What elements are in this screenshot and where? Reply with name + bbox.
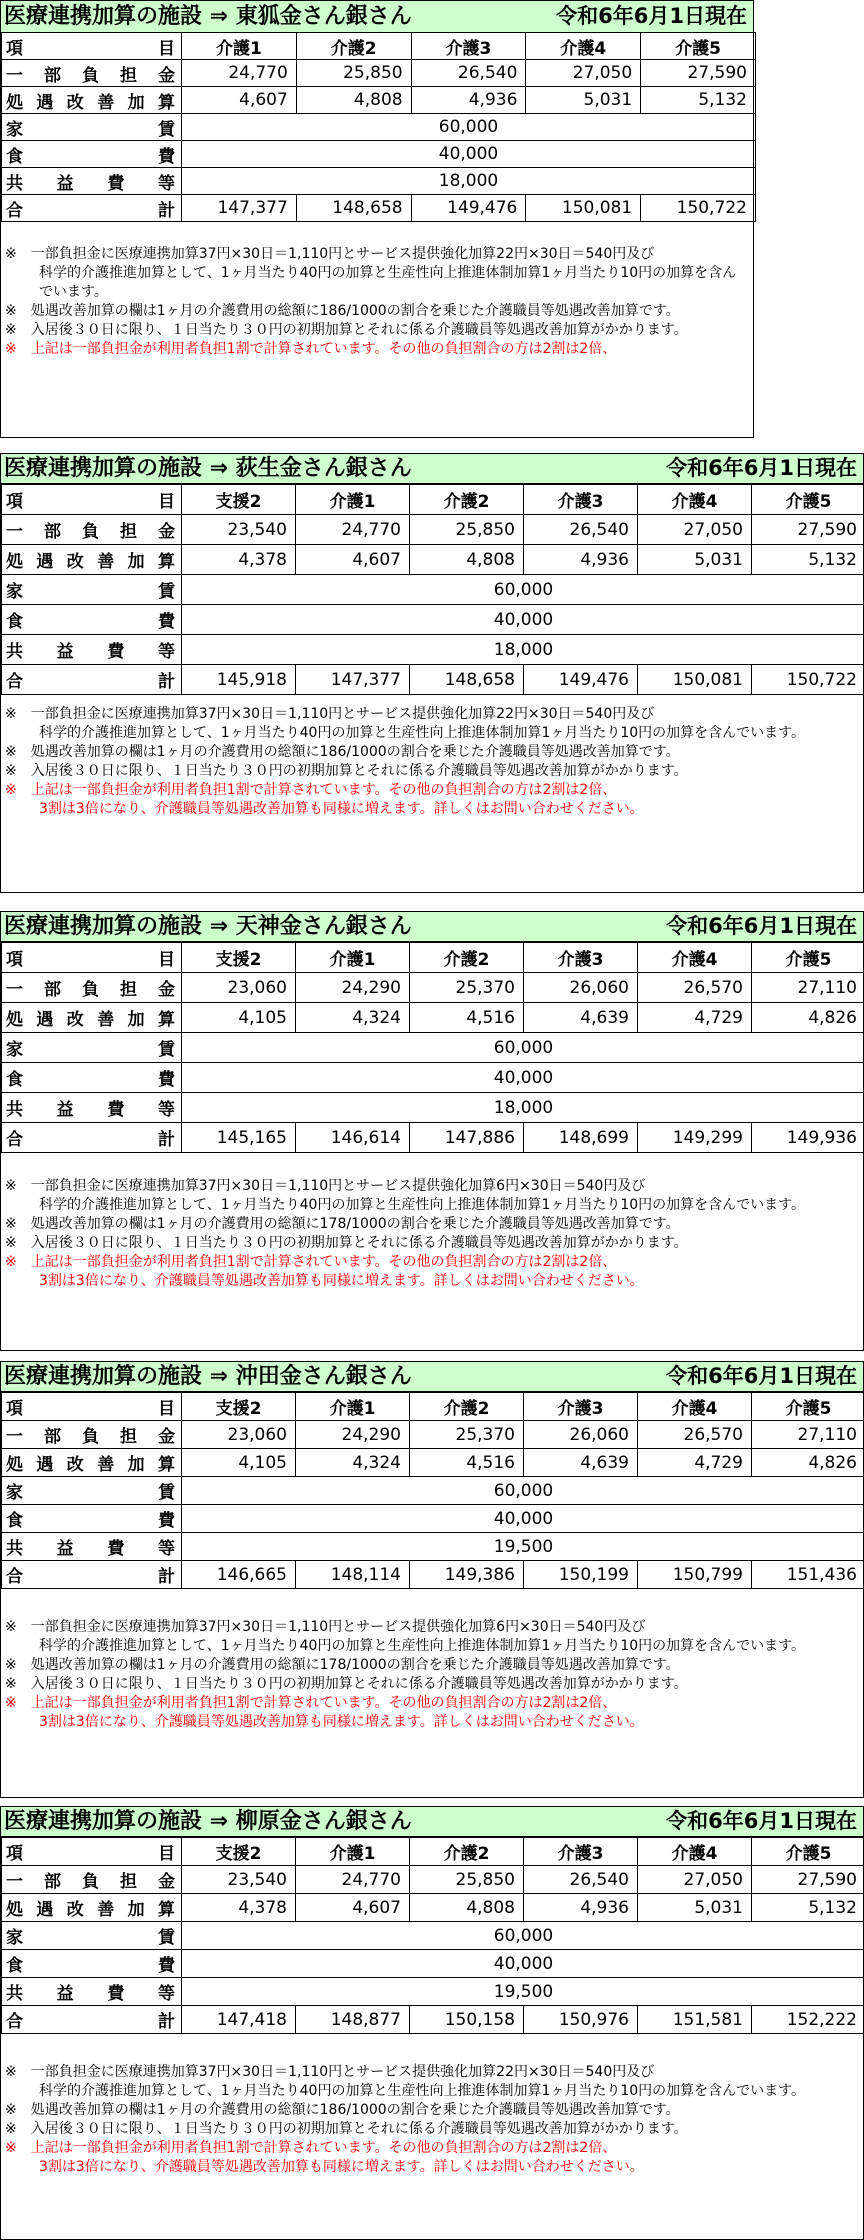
row-label: 処遇改善加算 — [2, 1449, 182, 1477]
row-label: 合 計 — [2, 2006, 182, 2034]
effective-date: 令和6年6月1日現在 — [666, 456, 857, 480]
table-cell: 4,516 — [410, 1003, 524, 1033]
table-cell: 147,418 — [182, 2006, 296, 2034]
table-cell: 26,540 — [524, 515, 638, 545]
column-header: 介護4 — [638, 1393, 752, 1421]
burden-row — [2, 515, 864, 545]
row-label: 共 益 費 等 — [2, 1978, 182, 2006]
table-cell: 150,722 — [641, 195, 756, 222]
table-cell: 27,110 — [752, 973, 864, 1003]
table-cell: 4,607 — [182, 87, 297, 114]
column-header: 介護3 — [524, 1838, 638, 1866]
column-header: 介護3 — [411, 33, 526, 60]
row-label: 合 計 — [2, 1123, 182, 1153]
column-header: 支援2 — [182, 943, 296, 973]
table-cell: 150,199 — [524, 1561, 638, 1589]
facility-section — [0, 911, 864, 1351]
note-line: 科学的介護推進加算として、1ヶ月当たり40円の加算と生産性向上推進体制加算1ヶ月当たり10円の加算を含んでいます。 — [39, 1638, 806, 1654]
table-cell: 18,000 — [182, 635, 864, 665]
table-cell: 26,570 — [638, 973, 752, 1003]
table-cell: 4,936 — [524, 545, 638, 575]
column-header: 介護4 — [638, 485, 752, 515]
notes — [1, 1177, 863, 1291]
table-cell: 4,324 — [296, 1449, 410, 1477]
column-header: 介護2 — [410, 485, 524, 515]
food-row — [2, 1950, 864, 1978]
note-line: ※ 一部負担金に医療連携加算37円×30日＝1,110円とサービス提供強化加算6円×30日＝540円及び — [5, 1619, 646, 1635]
column-header: 介護5 — [641, 33, 756, 60]
table-cell: 4,639 — [524, 1449, 638, 1477]
facility-banner — [1, 912, 863, 942]
table-cell: 4,729 — [638, 1449, 752, 1477]
table-cell: 147,377 — [296, 665, 410, 695]
rent-row — [2, 1477, 864, 1505]
row-label: 食 費 — [2, 1505, 182, 1533]
table-cell: 149,476 — [411, 195, 526, 222]
rent-row — [2, 114, 756, 141]
note-line: ※ 一部負担金に医療連携加算37円×30日＝1,110円とサービス提供強化加算22円×30日＝540円及び — [5, 246, 655, 262]
row-label: 共 益 費 等 — [2, 1533, 182, 1561]
column-header: 介護1 — [296, 485, 410, 515]
total-row — [2, 1561, 864, 1589]
row-label: 項 目 — [2, 943, 182, 973]
note-line: ※ 処遇改善加算の欄は1ヶ月の介護費用の総額に186/1000の割合を乗じた介護職員等処遇改善加算です。 — [5, 2102, 680, 2118]
note-line: ※ 入居後３０日に限り、１日当たり３０円の初期加算とそれに係る介護職員等処遇改善加算がかかります。 — [5, 322, 688, 338]
table-cell: 149,299 — [638, 1123, 752, 1153]
table-cell: 24,770 — [296, 515, 410, 545]
table-cell: 4,936 — [524, 1894, 638, 1922]
table-cell: 27,050 — [526, 60, 641, 87]
header-row — [2, 943, 864, 973]
table-cell: 23,060 — [182, 973, 296, 1003]
column-header: 介護2 — [410, 1393, 524, 1421]
burden-row — [2, 973, 864, 1003]
effective-date: 令和6年6月1日現在 — [556, 4, 747, 28]
table-cell: 4,324 — [296, 1003, 410, 1033]
table-cell: 27,050 — [638, 1866, 752, 1894]
notes — [1, 705, 863, 819]
table-cell: 4,808 — [410, 545, 524, 575]
header-row — [2, 1393, 864, 1421]
column-header: 介護4 — [638, 943, 752, 973]
table-cell: 150,722 — [752, 665, 864, 695]
table-cell: 60,000 — [182, 1477, 864, 1505]
row-label: 合 計 — [2, 195, 182, 222]
row-label: 処遇改善加算 — [2, 87, 182, 114]
food-row — [2, 605, 864, 635]
note-line: 3割は3倍になり、介護職員等処遇改善加算も同様に増えます。詳しくはお問い合わせください。 — [39, 1273, 644, 1289]
note-line: ※ 上記は一部負担金が利用者負担1割で計算されています。その他の負担割合の方は2割は2倍、 — [5, 1254, 617, 1270]
row-label: 家 賃 — [2, 114, 182, 141]
table-cell: 60,000 — [182, 1922, 864, 1950]
price-table — [1, 942, 864, 1153]
column-header: 介護5 — [752, 1838, 864, 1866]
table-cell: 4,378 — [182, 1894, 296, 1922]
food-row — [2, 141, 756, 168]
table-cell: 25,370 — [410, 973, 524, 1003]
table-cell: 4,105 — [182, 1003, 296, 1033]
row-label: 一部負担金 — [2, 60, 182, 87]
note-line: ※ 入居後３０日に限り、１日当たり３０円の初期加算とそれに係る介護職員等処遇改善加算がかかります。 — [5, 1235, 688, 1251]
table-cell: 148,658 — [296, 195, 411, 222]
column-header: 介護1 — [182, 33, 297, 60]
rent-row — [2, 575, 864, 605]
note-line: 科学的介護推進加算として、1ヶ月当たり40円の加算と生産性向上推進体制加算1ヶ月当たり10円の加算を含んでいます。 — [39, 725, 806, 741]
improvement-row — [2, 1894, 864, 1922]
table-cell: 4,826 — [752, 1449, 864, 1477]
note-line: 3割は3倍になり、介護職員等処遇改善加算も同様に増えます。詳しくはお問い合わせください。 — [39, 2159, 644, 2175]
table-cell: 27,590 — [752, 1866, 864, 1894]
table-cell: 26,540 — [411, 60, 526, 87]
price-table — [1, 1837, 864, 2034]
note-line: 科学的介護推進加算として、1ヶ月当たり40円の加算と生産性向上推進体制加算1ヶ月当たり10円の加算を含んでいます。 — [39, 265, 737, 300]
facility-banner — [1, 1, 753, 33]
table-cell: 5,031 — [526, 87, 641, 114]
table-cell: 40,000 — [182, 1063, 864, 1093]
table-cell: 27,110 — [752, 1421, 864, 1449]
facility-section — [0, 1361, 864, 1798]
table-cell: 25,370 — [410, 1421, 524, 1449]
table-cell: 152,222 — [752, 2006, 864, 2034]
column-header: 介護4 — [526, 33, 641, 60]
facility-banner — [1, 1362, 863, 1392]
table-cell: 27,590 — [752, 515, 864, 545]
table-cell: 150,081 — [638, 665, 752, 695]
row-label: 処遇改善加算 — [2, 1894, 182, 1922]
table-cell: 60,000 — [182, 1033, 864, 1063]
total-row — [2, 1123, 864, 1153]
table-cell: 4,936 — [411, 87, 526, 114]
row-label: 一部負担金 — [2, 1421, 182, 1449]
facility-section — [0, 0, 754, 438]
note-line: ※ 上記は一部負担金が利用者負担1割で計算されています。その他の負担割合の方は2割は2倍、 — [5, 1695, 617, 1711]
table-cell: 148,658 — [410, 665, 524, 695]
row-label: 項 目 — [2, 1393, 182, 1421]
table-cell: 18,000 — [182, 1093, 864, 1123]
row-label: 食 費 — [2, 1950, 182, 1978]
header-row — [2, 1838, 864, 1866]
price-table — [1, 1392, 864, 1589]
row-label: 共 益 費 等 — [2, 635, 182, 665]
table-cell: 146,614 — [296, 1123, 410, 1153]
total-row — [2, 665, 864, 695]
note-line: ※ 上記は一部負担金が利用者負担1割で計算されています。その他の負担割合の方は2割は2倍、 — [5, 782, 617, 798]
note-line: ※ 処遇改善加算の欄は1ヶ月の介護費用の総額に178/1000の割合を乗じた介護職員等処遇改善加算です。 — [5, 1216, 680, 1232]
facility-title: 医療連携加算の施設 ⇒ 天神金さん銀さん — [4, 914, 412, 939]
column-header: 支援2 — [182, 1838, 296, 1866]
table-cell: 5,132 — [752, 545, 864, 575]
burden-row — [2, 1866, 864, 1894]
row-label: 一部負担金 — [2, 515, 182, 545]
table-cell: 150,976 — [524, 2006, 638, 2034]
common-fee-row — [2, 1533, 864, 1561]
note-line: 科学的介護推進加算として、1ヶ月当たり40円の加算と生産性向上推進体制加算1ヶ月当たり10円の加算を含んでいます。 — [39, 1197, 806, 1213]
row-label: 食 費 — [2, 1063, 182, 1093]
column-header: 介護1 — [296, 1838, 410, 1866]
table-cell: 5,132 — [752, 1894, 864, 1922]
table-cell: 25,850 — [410, 515, 524, 545]
table-cell: 40,000 — [182, 1505, 864, 1533]
row-label: 家 賃 — [2, 1033, 182, 1063]
facility-section — [0, 453, 864, 893]
improvement-row — [2, 1449, 864, 1477]
note-line: ※ 入居後３０日に限り、１日当たり３０円の初期加算とそれに係る介護職員等処遇改善加算がかかります。 — [5, 2121, 688, 2137]
row-label: 一部負担金 — [2, 1866, 182, 1894]
row-label: 一部負担金 — [2, 973, 182, 1003]
table-cell: 4,808 — [410, 1894, 524, 1922]
total-row — [2, 2006, 864, 2034]
table-cell: 25,850 — [410, 1866, 524, 1894]
table-cell: 5,132 — [641, 87, 756, 114]
table-cell: 26,060 — [524, 1421, 638, 1449]
table-cell: 149,476 — [524, 665, 638, 695]
note-line: ※ 処遇改善加算の欄は1ヶ月の介護費用の総額に186/1000の割合を乗じた介護職員等処遇改善加算です。 — [5, 303, 680, 319]
column-header: 介護5 — [752, 485, 864, 515]
table-cell: 24,770 — [296, 1866, 410, 1894]
facility-banner — [1, 1807, 863, 1837]
effective-date: 令和6年6月1日現在 — [666, 1809, 857, 1833]
table-cell: 146,665 — [182, 1561, 296, 1589]
note-line: ※ 入居後３０日に限り、１日当たり３０円の初期加算とそれに係る介護職員等処遇改善加算がかかります。 — [5, 763, 688, 779]
note-line: ※ 処遇改善加算の欄は1ヶ月の介護費用の総額に178/1000の割合を乗じた介護職員等処遇改善加算です。 — [5, 1657, 680, 1673]
effective-date: 令和6年6月1日現在 — [666, 1364, 857, 1388]
facility-banner — [1, 454, 863, 484]
note-line: ※ 一部負担金に医療連携加算37円×30日＝1,110円とサービス提供強化加算22円×30日＝540円及び — [5, 706, 655, 722]
row-label: 食 費 — [2, 605, 182, 635]
table-cell: 5,031 — [638, 545, 752, 575]
column-header: 介護3 — [524, 1393, 638, 1421]
table-cell: 4,808 — [296, 87, 411, 114]
table-cell: 149,386 — [410, 1561, 524, 1589]
facility-title: 医療連携加算の施設 ⇒ 柳原金さん銀さん — [4, 1809, 412, 1834]
notes — [1, 2063, 863, 2177]
column-header: 介護5 — [752, 1393, 864, 1421]
burden-row — [2, 1421, 864, 1449]
column-header: 支援2 — [182, 485, 296, 515]
column-header: 介護5 — [752, 943, 864, 973]
table-cell: 148,877 — [296, 2006, 410, 2034]
table-cell: 23,540 — [182, 515, 296, 545]
table-cell: 4,378 — [182, 545, 296, 575]
facility-title: 医療連携加算の施設 ⇒ 荻生金さん銀さん — [4, 456, 412, 481]
rent-row — [2, 1033, 864, 1063]
table-cell: 148,699 — [524, 1123, 638, 1153]
table-cell: 40,000 — [182, 1950, 864, 1978]
table-cell: 24,290 — [296, 1421, 410, 1449]
table-cell: 18,000 — [182, 168, 756, 195]
table-cell: 150,081 — [526, 195, 641, 222]
column-header: 介護2 — [410, 1838, 524, 1866]
table-cell: 26,570 — [638, 1421, 752, 1449]
table-cell: 148,114 — [296, 1561, 410, 1589]
note-line: 3割は3倍になり、介護職員等処遇改善加算も同様に増えます。詳しくはお問い合わせください。 — [39, 801, 644, 817]
column-header: 介護2 — [410, 943, 524, 973]
improvement-row — [2, 1003, 864, 1033]
note-line: ※ 一部負担金に医療連携加算37円×30日＝1,110円とサービス提供強化加算6円×30日＝540円及び — [5, 1178, 646, 1194]
note-line: ※ 処遇改善加算の欄は1ヶ月の介護費用の総額に186/1000の割合を乗じた介護職員等処遇改善加算です。 — [5, 744, 680, 760]
table-cell: 145,918 — [182, 665, 296, 695]
table-cell: 25,850 — [296, 60, 411, 87]
notes — [1, 245, 753, 359]
price-table — [1, 32, 756, 222]
table-cell: 151,581 — [638, 2006, 752, 2034]
table-cell: 23,540 — [182, 1866, 296, 1894]
row-label: 共 益 費 等 — [2, 168, 182, 195]
row-label: 食 費 — [2, 141, 182, 168]
improvement-row — [2, 545, 864, 575]
common-fee-row — [2, 1978, 864, 2006]
row-label: 処遇改善加算 — [2, 545, 182, 575]
table-cell: 5,031 — [638, 1894, 752, 1922]
table-cell: 145,165 — [182, 1123, 296, 1153]
improvement-row — [2, 87, 756, 114]
table-cell: 26,540 — [524, 1866, 638, 1894]
table-cell: 147,886 — [410, 1123, 524, 1153]
row-label: 家 賃 — [2, 575, 182, 605]
header-row — [2, 485, 864, 515]
row-label: 家 賃 — [2, 1922, 182, 1950]
note-line: ※ 一部負担金に医療連携加算37円×30日＝1,110円とサービス提供強化加算22円×30日＝540円及び — [5, 2064, 655, 2080]
effective-date: 令和6年6月1日現在 — [666, 914, 857, 938]
table-cell: 4,729 — [638, 1003, 752, 1033]
note-line: ※ 上記は一部負担金が利用者負担1割で計算されています。その他の負担割合の方は2割は2倍、 — [5, 341, 617, 357]
table-cell: 4,607 — [296, 1894, 410, 1922]
table-cell: 149,936 — [752, 1123, 864, 1153]
row-label: 項 目 — [2, 1838, 182, 1866]
column-header: 介護4 — [638, 1838, 752, 1866]
row-label: 家 賃 — [2, 1477, 182, 1505]
note-line: ※ 入居後３０日に限り、１日当たり３０円の初期加算とそれに係る介護職員等処遇改善加算がかかります。 — [5, 1676, 688, 1692]
total-row — [2, 195, 756, 222]
table-cell: 40,000 — [182, 141, 756, 168]
column-header: 介護2 — [296, 33, 411, 60]
table-cell: 26,060 — [524, 973, 638, 1003]
column-header: 介護1 — [296, 943, 410, 973]
row-label: 処遇改善加算 — [2, 1003, 182, 1033]
facility-title: 医療連携加算の施設 ⇒ 沖田金さん銀さん — [4, 1364, 412, 1389]
table-cell: 24,290 — [296, 973, 410, 1003]
note-line: 科学的介護推進加算として、1ヶ月当たり40円の加算と生産性向上推進体制加算1ヶ月当たり10円の加算を含んでいます。 — [39, 2083, 806, 2099]
table-cell: 60,000 — [182, 575, 864, 605]
note-line: ※ 上記は一部負担金が利用者負担1割で計算されています。その他の負担割合の方は2割は2倍、 — [5, 2140, 617, 2156]
table-cell: 4,826 — [752, 1003, 864, 1033]
table-cell: 19,500 — [182, 1978, 864, 2006]
table-cell: 27,050 — [638, 515, 752, 545]
table-cell: 4,516 — [410, 1449, 524, 1477]
notes — [1, 1618, 863, 1732]
note-line: 3割は3倍になり、介護職員等処遇改善加算も同様に増えます。詳しくはお問い合わせください。 — [39, 1714, 644, 1730]
table-cell: 151,436 — [752, 1561, 864, 1589]
table-cell: 23,060 — [182, 1421, 296, 1449]
facility-section — [0, 1806, 864, 2240]
common-fee-row — [2, 635, 864, 665]
row-label: 項 目 — [2, 485, 182, 515]
table-cell: 40,000 — [182, 605, 864, 635]
table-cell: 4,607 — [296, 545, 410, 575]
burden-row — [2, 60, 756, 87]
price-table — [1, 484, 864, 695]
table-cell: 60,000 — [182, 114, 756, 141]
row-label: 項 目 — [2, 33, 182, 60]
row-label: 合 計 — [2, 1561, 182, 1589]
common-fee-row — [2, 1093, 864, 1123]
food-row — [2, 1063, 864, 1093]
row-label: 共 益 費 等 — [2, 1093, 182, 1123]
food-row — [2, 1505, 864, 1533]
table-cell: 4,639 — [524, 1003, 638, 1033]
table-cell: 150,799 — [638, 1561, 752, 1589]
header-row — [2, 33, 756, 60]
rent-row — [2, 1922, 864, 1950]
table-cell: 147,377 — [182, 195, 297, 222]
column-header: 介護1 — [296, 1393, 410, 1421]
column-header: 介護3 — [524, 485, 638, 515]
table-cell: 19,500 — [182, 1533, 864, 1561]
row-label: 合 計 — [2, 665, 182, 695]
common-fee-row — [2, 168, 756, 195]
table-cell: 27,590 — [641, 60, 756, 87]
column-header: 介護3 — [524, 943, 638, 973]
column-header: 支援2 — [182, 1393, 296, 1421]
table-cell: 4,105 — [182, 1449, 296, 1477]
table-cell: 150,158 — [410, 2006, 524, 2034]
facility-title: 医療連携加算の施設 ⇒ 東狐金さん銀さん — [4, 4, 412, 29]
table-cell: 24,770 — [182, 60, 297, 87]
